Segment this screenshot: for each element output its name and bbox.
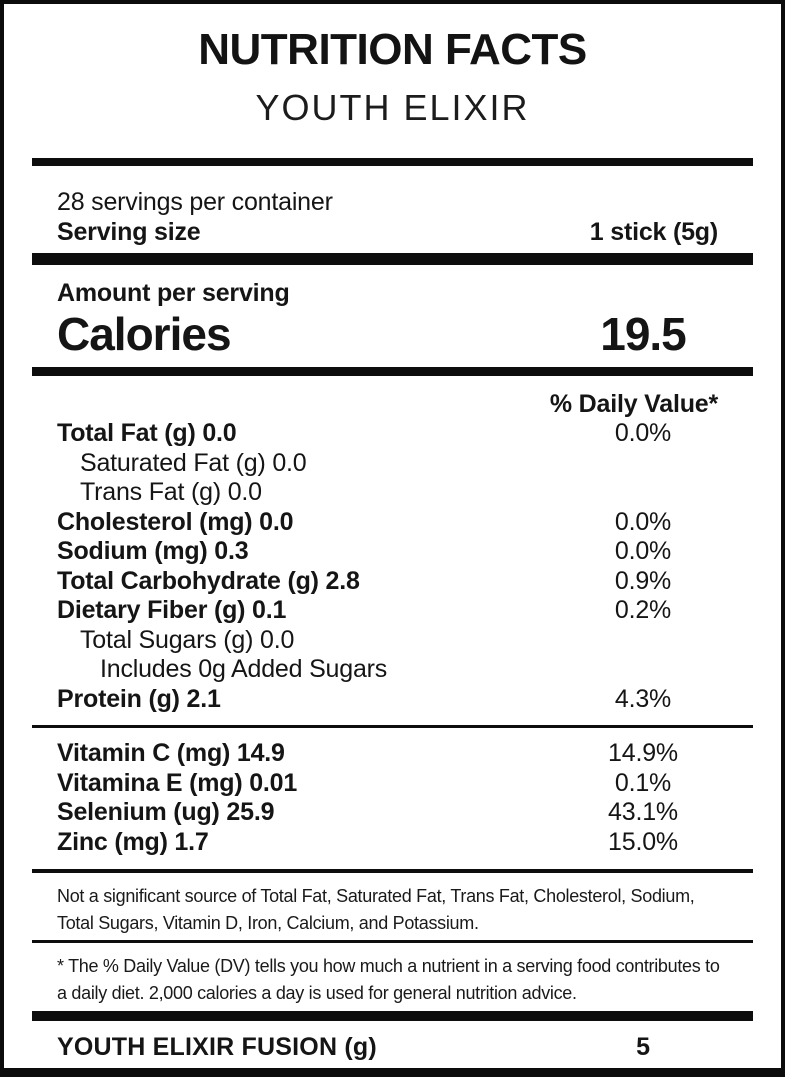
- divider-serving: [32, 253, 753, 265]
- nutrient-dv-value: 15.0%: [608, 827, 678, 856]
- servings-per-container-row: [32, 188, 753, 218]
- nutrient-row: [32, 537, 753, 567]
- servings-per-container-text: 28 servings per container: [57, 188, 333, 216]
- nutrient-row: [32, 449, 753, 479]
- nutrient-label: Includes 0g Added Sugars: [100, 655, 388, 683]
- product-name: YOUTH ELIXIR: [255, 87, 530, 128]
- nutrient-row: [32, 828, 753, 858]
- nutrient-dv-value: 0.0%: [614, 507, 672, 536]
- divider-header: [32, 158, 753, 166]
- nutrient-dv-value: 43.1%: [608, 798, 678, 826]
- amount-per-serving-label: Amount per serving: [57, 279, 290, 307]
- nutrient-dv-value: 4.3%: [614, 684, 672, 713]
- nutrient-label: Saturated Fat (g) 0.0: [80, 448, 307, 477]
- calories-row: [32, 309, 753, 359]
- daily-value-header-row: [32, 390, 753, 420]
- serving-size-value: 1 stick (5g): [589, 217, 718, 246]
- amount-per-serving-row: [32, 279, 753, 309]
- nutrient-label: Total Sugars (g) 0.0: [80, 625, 295, 654]
- nutrient-row: [32, 626, 753, 656]
- nutrient-row: [32, 508, 753, 538]
- not-significant-note: Not a significant source of Total Fat, Saturated Fat, Trans Fat, Cholesterol, Sodium, Total Sugars, Vitamin D, Iron, Calcium, and Potassium.: [57, 886, 695, 933]
- nutrient-row: [32, 655, 753, 685]
- nutrient-label: Trans Fat (g) 0.0: [80, 478, 262, 506]
- product-fusion-value: 5: [636, 1033, 650, 1061]
- product-fusion-row: [32, 1033, 753, 1063]
- nutrient-row: [32, 769, 753, 799]
- nutrient-dv-value: 0.0%: [614, 419, 672, 447]
- nutrient-row: [32, 685, 753, 715]
- divider-notes: [32, 940, 753, 943]
- calories-label: Calories: [57, 307, 231, 360]
- nutrient-row: [32, 567, 753, 597]
- nutrient-label: Protein (g) 2.1: [57, 684, 221, 713]
- nutrient-label: Total Carbohydrate (g) 2.8: [57, 566, 360, 595]
- nutrient-label: Dietary Fiber (g) 0.1: [57, 596, 287, 624]
- nutrient-dv-value: 14.9%: [608, 739, 678, 767]
- nutrient-dv-value: 0.1%: [614, 768, 672, 797]
- nutrient-dv-value: 0.2%: [614, 596, 672, 624]
- nutrient-dv-value: 0.9%: [614, 566, 672, 595]
- nutrient-label: Zinc (mg) 1.7: [57, 827, 209, 856]
- daily-value-note: * The % Daily Value (DV) tells you how much a nutrient in a serving food contributes to a daily diet. 2,000 calories a day is used for general nutrition advice.: [57, 956, 720, 1003]
- nutrient-label: Total Fat (g) 0.0: [57, 419, 237, 447]
- serving-size-row: [32, 218, 753, 248]
- nutrient-row: [32, 419, 753, 449]
- divider-footer: [32, 1011, 753, 1021]
- micronutrient-table: [32, 739, 753, 857]
- divider-micros-note: [32, 869, 753, 873]
- nutrient-label: Cholesterol (mg) 0.0: [57, 507, 294, 536]
- nutrient-row: [32, 798, 753, 828]
- serving-size-label: Serving size: [57, 217, 201, 246]
- nutrient-label: Selenium (ug) 25.9: [57, 798, 275, 826]
- nutrient-row: [32, 596, 753, 626]
- nutrient-table: [32, 419, 753, 714]
- nutrient-label: Vitamin C (mg) 14.9: [57, 739, 285, 767]
- daily-value-header: % Daily Value*: [549, 389, 718, 418]
- nutrient-row: [32, 739, 753, 769]
- nutrient-label: Sodium (mg) 0.3: [57, 537, 249, 565]
- calories-value: 19.5: [600, 307, 686, 360]
- product-fusion-label: YOUTH ELIXIR FUSION (g): [57, 1033, 377, 1061]
- divider-macros-micros: [32, 725, 753, 728]
- nutrient-dv-value: 0.0%: [614, 537, 672, 565]
- page-title: NUTRITION FACTS: [198, 25, 587, 74]
- divider-calories: [32, 367, 753, 376]
- nutrient-label: Vitamina E (mg) 0.01: [57, 768, 298, 797]
- nutrient-row: [32, 478, 753, 508]
